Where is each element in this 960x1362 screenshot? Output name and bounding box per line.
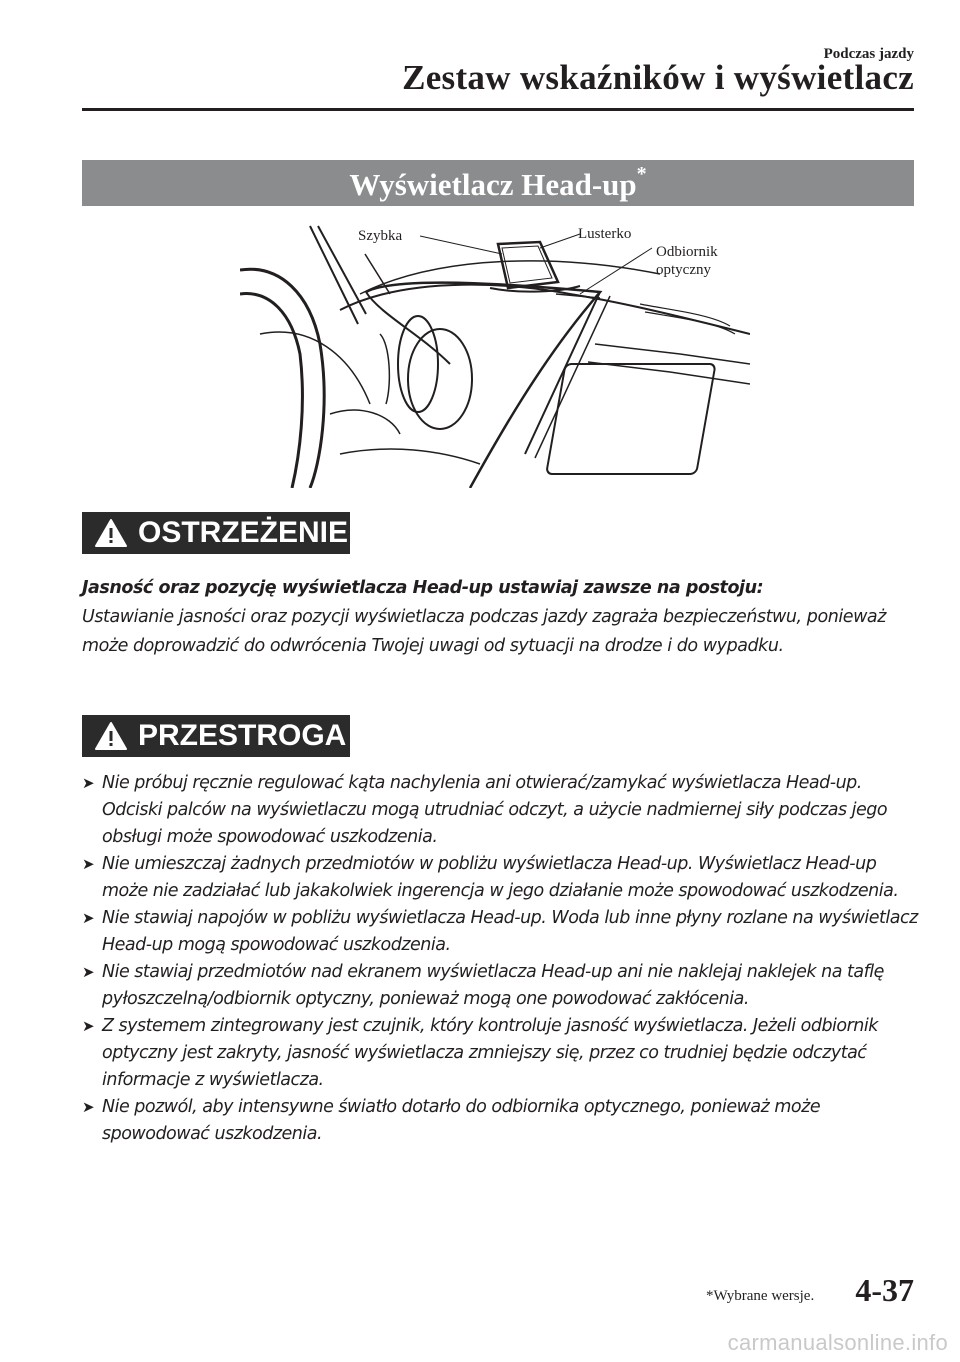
warning-text bbox=[82, 574, 922, 661]
list-item: ➤ Nie stawiaj przedmiotów nad ekranem wyświetlacza Head-up ani nie naklejaj naklejek na taflę pyłoszczelną/odbiornik optyczny, ponieważ mogą one powodować zakłócenia. bbox=[82, 959, 922, 1013]
running-header-section: Podczas jazdy bbox=[823, 46, 914, 62]
callout-lusterko: Lusterko bbox=[578, 226, 632, 242]
list-item: ➤ Nie próbuj ręcznie regulować kąta nachylenia ani otwierać/zamykać wyświetlacza Head-up. Odciski palców na wyświetlaczu mogą utrudniać odczyt, a użycie nadmiernej siły podczas jego obsługi może spowodować uszkodzenia. bbox=[82, 770, 922, 851]
page-number: 4-37 bbox=[855, 1272, 914, 1308]
head-up-display-illustration bbox=[240, 214, 750, 488]
bullet-arrow-icon: ➤ bbox=[82, 774, 95, 792]
list-item: ➤ Nie pozwól, aby intensywne światło dotarło do odbiornika optycznego, ponieważ może spowodować uszkodzenia. bbox=[82, 1094, 922, 1148]
section-title bbox=[82, 160, 914, 206]
bullet-arrow-icon: ➤ bbox=[82, 1098, 95, 1116]
bullet-arrow-icon: ➤ bbox=[82, 909, 95, 927]
header-rule bbox=[82, 108, 914, 111]
callout-szybka: Szybka bbox=[358, 228, 403, 244]
watermark: carmanualsonline.info bbox=[727, 1330, 948, 1355]
caution-list bbox=[82, 770, 922, 1148]
caution-badge bbox=[82, 715, 350, 757]
warning-badge-label: OSTRZEŻENIE bbox=[138, 516, 349, 549]
footnote: *Wybrane wersje. bbox=[706, 1288, 815, 1304]
bullet-arrow-icon: ➤ bbox=[82, 855, 95, 873]
section-title-asterisk: * bbox=[636, 162, 647, 185]
bullet-arrow-icon: ➤ bbox=[82, 963, 95, 981]
callout-odbiornik-line2: optyczny bbox=[656, 262, 711, 278]
caution-triangle-icon bbox=[94, 721, 128, 751]
list-item: ➤ Nie umieszczaj żadnych przedmiotów w pobliżu wyświetlacza Head-up. Wyświetlacz Head-up może nie zadziałać lub jakakolwiek ingerencja w jego działanie może spowodować uszkodzenia. bbox=[82, 851, 922, 905]
warning-lead: Jasność oraz pozycję wyświetlacza Head-up ustawiaj zawsze na postoju: bbox=[82, 578, 764, 598]
warning-triangle-icon bbox=[94, 518, 128, 548]
callout-odbiornik-line1: Odbiornik bbox=[656, 244, 718, 260]
section-title-text: Wyświetlacz Head-up bbox=[349, 167, 637, 202]
list-item: ➤ Z systemem zintegrowany jest czujnik, który kontroluje jasność wyświetlacza. Jeżeli odbiornik optyczny jest zakryty, jasność wyświetlacza zmniejszy się, przez co trudniej będzie odczytać informacje z wyświetlacza. bbox=[82, 1013, 922, 1094]
list-item: ➤ Nie stawiaj napojów w pobliżu wyświetlacza Head-up. Woda lub inne płyny rozlane na wyświetlacz Head-up mogą spowodować uszkodzenia. bbox=[82, 905, 922, 959]
warning-badge bbox=[82, 512, 350, 554]
warning-body: Ustawianie jasności oraz pozycji wyświetlacza podczas jazdy zagraża bezpieczeństwu, ponieważ może doprowadzić do odwrócenia Twojej uwagi od sytuacji na drodze i do wypadku. bbox=[82, 607, 886, 656]
running-header-chapter: Zestaw wskaźników i wyświetlacz bbox=[402, 58, 914, 97]
bullet-arrow-icon: ➤ bbox=[82, 1017, 95, 1035]
caution-badge-label: PRZESTROGA bbox=[138, 719, 347, 752]
